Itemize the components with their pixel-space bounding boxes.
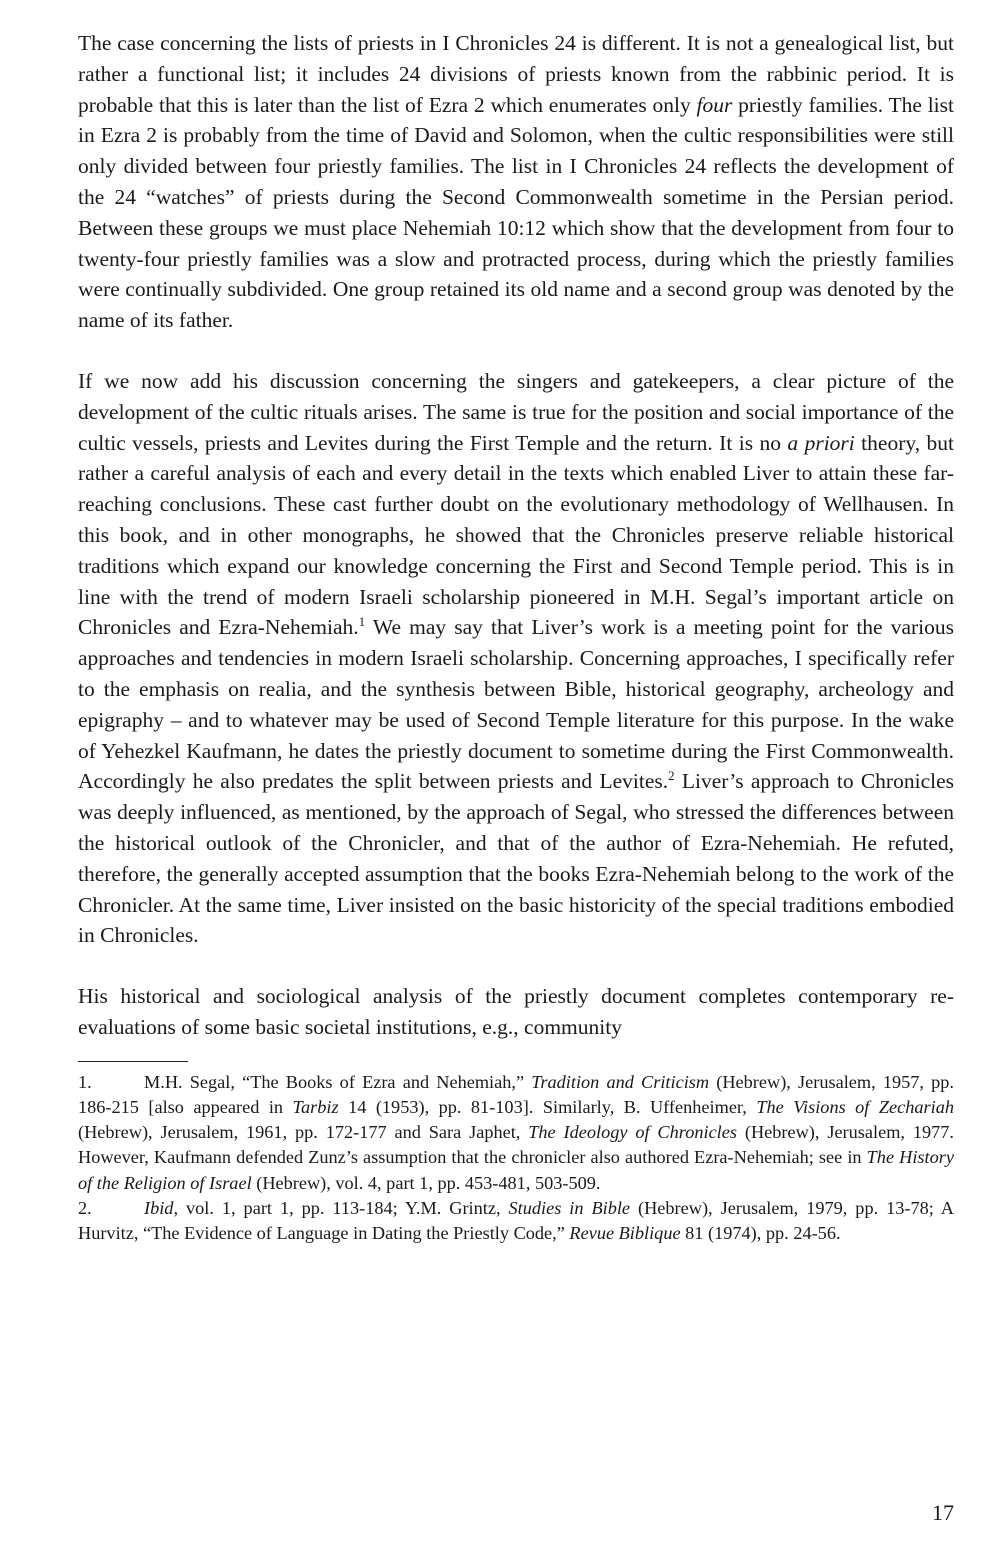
italic-text: The Visions of Zechariah bbox=[756, 1096, 955, 1117]
paragraph-1 bbox=[78, 28, 954, 336]
text-run: (Hebrew), Jerusalem, 1979, pp. 13-78; A Hurvitz, “The Evidence of Language in Dating the Priestly Code,” bbox=[78, 1197, 955, 1243]
text-run: We may say that Liver’s work is a meeting point for the various approaches and tendencies in modern Israeli scholarship. Concerning approaches, I specifically refer to the emphasis on realia, and the synthesis between Bible, historical geography, archeology and epigraphy – and to whatever may be used of Second Temple literature for this purpose. In the wake of Yehezkel Kaufmann, he dates the priestly document to sometime during the First Commonwealth. Accordingly he also predates the split between priests and Levites. bbox=[78, 615, 954, 794]
italic-text: The History of the Religion of Israel bbox=[78, 1147, 954, 1193]
text-run: theory, but rather a careful analysis of each and every detail in the texts which enabled Liver to attain these far-reaching conclusions. These cast further doubt on the evolutionary methodology of Wellhausen. In this book, and in other monographs, he showed that the Chronicles preserve reliable historical traditions which expand our knowledge concerning the First and Second Temple period. This is in line with the trend of modern Israeli scholarship pioneered in M.H. Segal’s important article on Chronicles and Ezra-Nehemiah. bbox=[78, 430, 954, 640]
text-run: (Hebrew), Jerusalem, 1957, pp. 186-215 [also appeared in bbox=[78, 1071, 954, 1117]
italic-text: Tarbiz bbox=[292, 1096, 339, 1117]
paragraph-gap bbox=[78, 951, 954, 981]
footnote-2 bbox=[78, 1196, 954, 1246]
italic-text: a priori bbox=[787, 430, 855, 455]
italic-text: Tradition and Criticism bbox=[531, 1071, 710, 1092]
footnote-number: 1. bbox=[78, 1071, 92, 1092]
text-run: His historical and sociological analysis of the priestly document completes contemporary re-evaluations of some basic societal institutions, e.g., community bbox=[78, 984, 954, 1039]
text-run: 81 (1974), pp. 24-56. bbox=[680, 1222, 841, 1243]
paragraph-3 bbox=[78, 981, 954, 1043]
footnote-text bbox=[78, 1198, 954, 1243]
page bbox=[78, 28, 954, 1246]
footnote-marker: 2 bbox=[668, 768, 675, 784]
text-run: priestly families. The list in Ezra 2 is probably from the time of David and Solomon, when the cultic responsibilities were still only divided between four priestly families. The list in I Chronicles 24 reflects the development of the 24 “watches” of priests during the Second Commonwealth sometime in the Persian period. Between these groups we must place Nehemiah 10:12 which show that the development from four to twenty-four priestly families was a slow and protracted process, during which the priestly families were continually subdivided. One group retained its old name and a second group was denoted by the name of its father. bbox=[78, 92, 954, 333]
body-text bbox=[78, 28, 954, 1043]
italic-text: Revue Biblique bbox=[569, 1222, 681, 1243]
paragraph-gap bbox=[78, 336, 954, 366]
footnote-number: 2. bbox=[78, 1197, 92, 1218]
text-run: 14 (1953), pp. 81-103]. Similarly, B. Uffenheimer, bbox=[338, 1096, 757, 1117]
italic-text: four bbox=[696, 92, 733, 117]
footnote-divider bbox=[78, 1061, 188, 1062]
text-run: If we now add his discussion concerning the singers and gatekeepers, a clear picture of the development of the cultic rituals arises. The same is true for the position and social importance of the cultic vessels, priests and Levites during the First Temple and the return. It is no bbox=[78, 368, 954, 455]
italic-text: The Ideology of Chronicles bbox=[528, 1122, 737, 1143]
text-run: Liver’s approach to Chronicles was deeply influenced, as mentioned, by the approach of Segal, who stressed the differences between the historical outlook of the Chronicler, and that of the author of Ezra-Nehemiah. He refuted, therefore, the generally accepted assumption that the books Ezra-Nehemiah belong to the work of the Chronicler. At the same time, Liver insisted on the basic historicity of the special traditions embodied in Chronicles. bbox=[78, 769, 954, 948]
text-run: The case concerning the lists of priests in I Chronicles 24 is different. It is not a genealogical list, but rather a functional list; it includes 24 divisions of priests known from the rabbinic period. It is probable that this is later than the list of Ezra 2 which enumerates only bbox=[78, 31, 954, 117]
footnote-marker: 1 bbox=[358, 614, 366, 630]
text-run: (Hebrew), vol. 4, part 1, pp. 453-481, 503-509. bbox=[251, 1172, 601, 1193]
footnote-text bbox=[78, 1072, 954, 1193]
text-run: vol. 1, part 1, pp. 113-184; Y.M. Grintz, bbox=[178, 1197, 509, 1218]
italic-text: Studies in Bible bbox=[508, 1197, 631, 1218]
text-run: (Hebrew), Jerusalem, 1977. However, Kaufmann defended Zunz’s assumption that the chronicler also authored Ezra-Nehemiah; see in bbox=[78, 1122, 954, 1168]
footnotes bbox=[78, 1070, 954, 1246]
italic-text: Ibid, bbox=[144, 1197, 179, 1218]
paragraph-2 bbox=[78, 366, 954, 951]
text-run: M.H. Segal, “The Books of Ezra and Nehemiah,” bbox=[144, 1071, 532, 1092]
footnote-1 bbox=[78, 1070, 954, 1196]
page-number: 17 bbox=[932, 1500, 954, 1525]
text-run: (Hebrew), Jerusalem, 1961, pp. 172-177 and Sara Japhet, bbox=[78, 1122, 529, 1143]
